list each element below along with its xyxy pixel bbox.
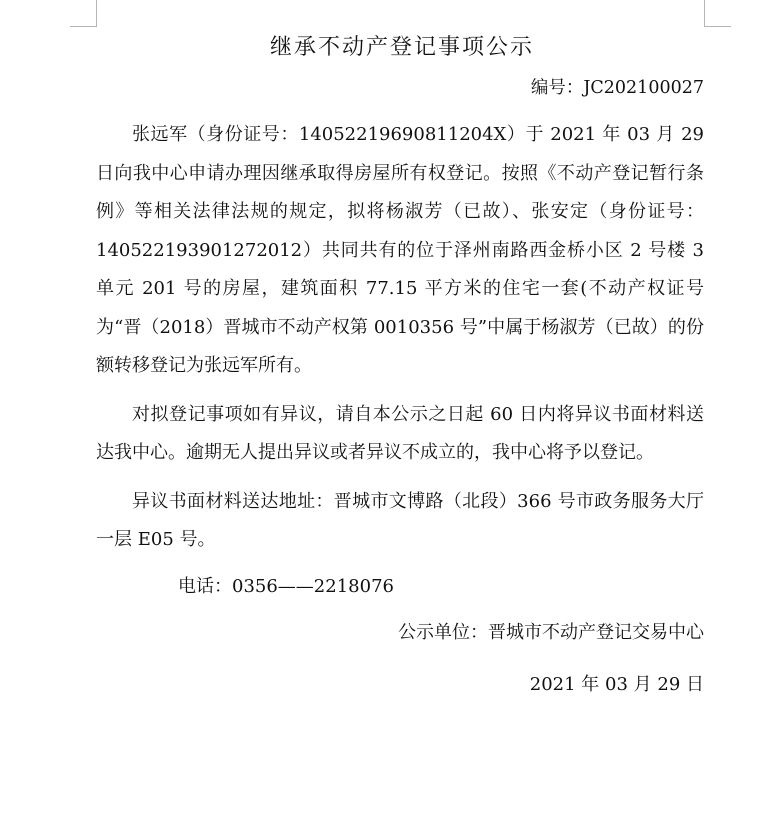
paragraph-application: 张远军（身份证号：14052219690811204X）于 2021 年 03 月 29 日向我中心申请办理因继承取得房屋所有权登记。按照《不动产登记暂行条例》等相关法律法规的规定，拟将杨淑芳（已故）、张安定（身份证号：140522193901272012）共同共有的位于泽州南路西金桥小区 2 号楼 3 单元 201 号的房屋，建筑面积 77.15 平方米的住宅一套(不动产权证号为“晋（2018）晋城市不动产权第 0010356 号”中属于杨淑芳（已故）的份额转移登记为张远军所有。 <box>96 124 704 376</box>
document-title: 继承不动产登记事项公示 <box>269 35 534 60</box>
paragraph-address: 异议书面材料送达地址：晋城市文博路（北段）366 号市政务服务大厅一层 E05 号。 <box>96 490 704 550</box>
page-corner-mark-left <box>70 0 97 27</box>
phone-line: 电话：0356——2218076 <box>178 575 394 597</box>
date-line: 2021 年 03 月 29 日 <box>529 673 704 695</box>
issuer-line: 公示单位：晋城市不动产登记交易中心 <box>398 621 704 643</box>
paragraph-objection: 对拟登记事项如有异议，请自本公示之日起 60 日内将异议书面材料送达我中心。逾期无人提出异议或者异议不成立的，我中心将予以登记。 <box>96 403 704 463</box>
document-page <box>96 30 708 704</box>
document-number: 编号：JC202100027 <box>530 78 704 98</box>
page-corner-mark-right <box>704 0 731 27</box>
